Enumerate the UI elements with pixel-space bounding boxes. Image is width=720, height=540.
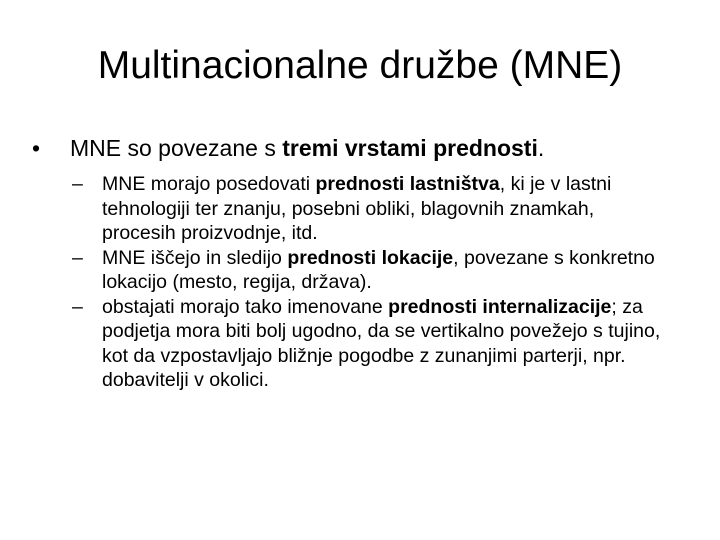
- sub-text-bold: prednosti internalizacije: [388, 295, 612, 318]
- sub-bullet-internalization: [72, 295, 672, 393]
- dash-marker: –: [72, 246, 83, 269]
- sub-text-after: , povezane s konkretno lokacijo (mesto, regija, država).: [102, 246, 655, 293]
- slide-title: Multinacionalne družbe (MNE): [97, 44, 623, 87]
- sub-text-bold: prednosti lastništva: [315, 173, 500, 195]
- dash-marker: –: [72, 173, 83, 195]
- sub-text-before: MNE iščejo in sledijo: [102, 246, 288, 269]
- sub-text-after: , ki je v lastni tehnologiji ter znanju, posebni obliki, blagovnih znamkah, procesih proizvodnje, itd.: [102, 173, 612, 244]
- sub-bullet-ownership: [72, 172, 672, 246]
- bullet-text-bold: tremi vrstami prednosti: [282, 135, 538, 161]
- sub-text-before: obstajati morajo tako imenovane: [102, 295, 389, 318]
- sub-bullet-list: [72, 172, 672, 393]
- bullet-text-before: MNE so povezane s: [70, 135, 283, 161]
- sub-text-before: MNE morajo posedovati: [102, 173, 316, 195]
- sub-text-bold: prednosti lokacije: [287, 246, 454, 269]
- dash-marker: –: [72, 295, 83, 318]
- bullet-text-after: .: [537, 135, 545, 161]
- sub-bullet-location: [72, 246, 672, 295]
- bullet-marker: •: [32, 135, 41, 161]
- sub-text-after: ; za podjetja mora biti bolj ugodno, da se vertikalno povežejo s tujino, kot da vzpostavljajo bližnje pogodbe z zunanjimi parterji, npr. dobavitelji v okolici.: [102, 295, 661, 391]
- main-bullet: [32, 133, 682, 163]
